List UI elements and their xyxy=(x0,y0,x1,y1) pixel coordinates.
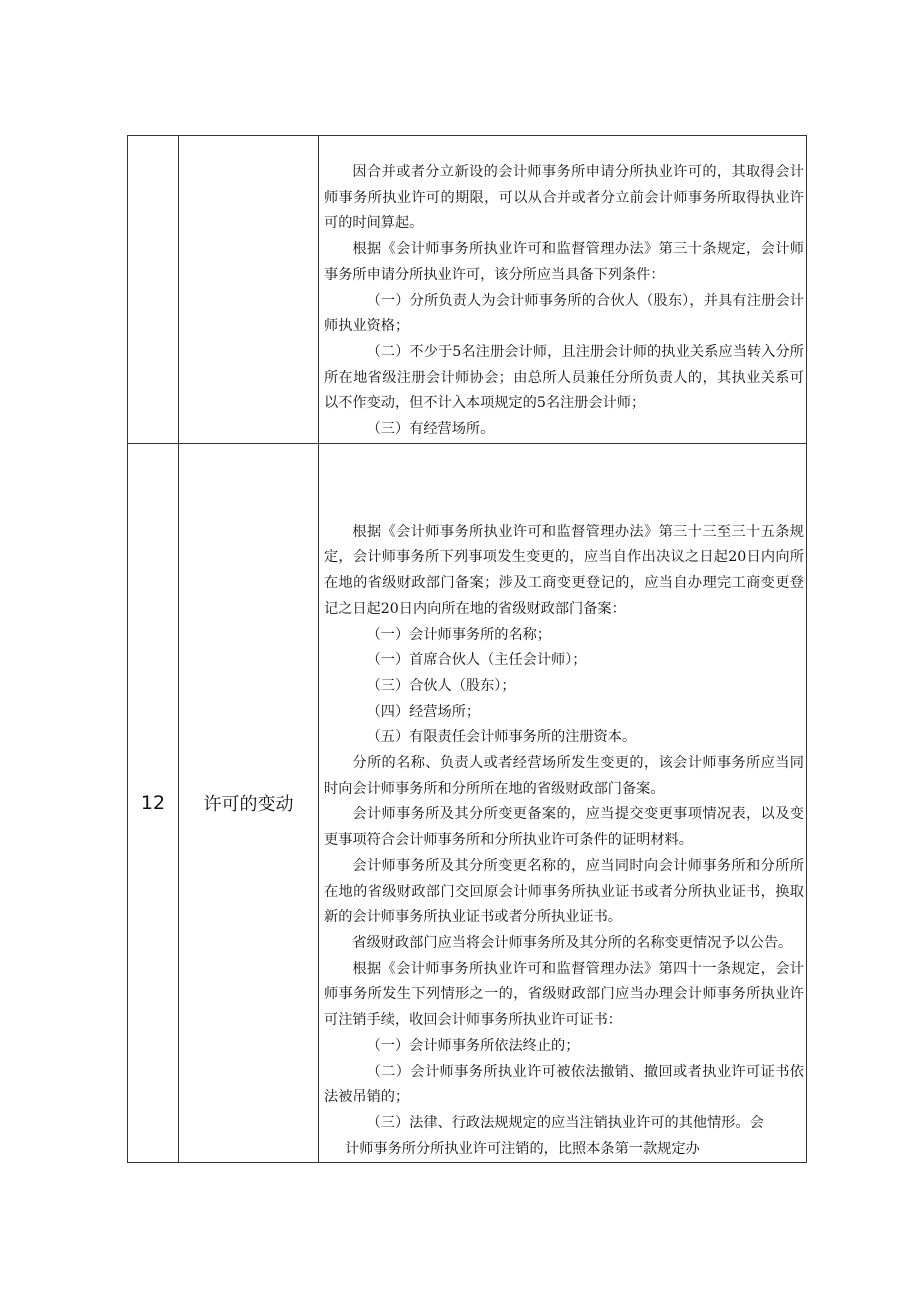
paragraph: 会计师事务所及其分所变更名称的，应当同时向会计师事务所和分所所在地的省级财政部门交回原会计师事务所执业证书或者分所执业证书，换取新的会计师事务所执业证书或者分所执业证书。 xyxy=(324,857,804,926)
paragraph: （一）会计师事务所依法终止的； xyxy=(366,1037,580,1054)
paragraph: 会计师事务所及其分所变更备案的，应当提交变更事项情况表，以及变更事项符合会计师事务所和分所执业许可条件的证明材料。 xyxy=(324,806,804,849)
paragraph: 根据《会计师事务所执业许可和监督管理办法》第四十一条规定，会计师事务所发生下列情形之一的，省级财政部门应当办理会计师事务所执业许可注销手续，收回会计师事务所执业许可证书： xyxy=(324,960,804,1029)
paragraph: （三）合伙人（股东）； xyxy=(366,677,516,694)
paragraph: （五）有限责任会计师事务所的注册资本。 xyxy=(366,729,637,746)
paragraph: （一）首席合伙人（主任会计师）； xyxy=(366,652,587,669)
paragraph: （三）有经营场所。 xyxy=(366,421,495,438)
paragraph: 计师事务所分所执业许可注销的，比照本条第一款规定办 xyxy=(345,1140,700,1157)
row-content-cell xyxy=(319,443,807,1163)
paragraph: （三）法律、行政法规规定的应当注销执业许可的其他情形。会 xyxy=(366,1114,764,1131)
paragraph: 因合并或者分立新设的会计师事务所申请分所执业许可的，其取得会计师事务所执业许可的期限，可以从合并或者分立前会计师事务所取得执业许可的时间算起。 xyxy=(324,164,804,232)
paragraph: 根据《会计师事务所执业许可和监督管理办法》第三十条规定，会计师事务所申请分所执业许可，该分所应当具备下列条件： xyxy=(324,241,804,283)
row-number-cell: 12 xyxy=(128,443,179,1163)
row-topic-cell: 许可的变动 xyxy=(179,443,319,1163)
paragraph: 分所的名称、负责人或者经营场所发生变更的，该会计师事务所应当同时向会计师事务所和分所所在地的省级财政部门备案。 xyxy=(324,755,804,797)
paragraph: （四）经营场所； xyxy=(366,703,481,720)
paragraph: （二）会计师事务所执业许可被依法撤销、撤回或者执业许可证书依法被吊销的； xyxy=(324,1063,804,1106)
paragraph: （一）会计师事务所的名称； xyxy=(366,626,552,643)
paragraph: 根据《会计师事务所执业许可和监督管理办法》第三十三至三十五条规定，会计师事务所下列事项发生变更的，应当自作出决议之日起20日内向所在地的省级财政部门备案；涉及工商变更登记的，应当自办理完工商变更登记之日起20日内向所在地的省级财政部门备案： xyxy=(324,523,804,617)
paragraph: 省级财政部门应当将会计师事务所及其分所的名称变更情况予以公告。 xyxy=(352,934,793,951)
row-content-cell xyxy=(319,136,807,444)
paragraph: （一）分所负责人为会计师事务所的合伙人（股东），并具有注册会计师执业资格； xyxy=(324,292,804,335)
row-number-cell xyxy=(128,136,179,444)
row-topic-cell xyxy=(179,136,319,444)
table-row xyxy=(128,443,807,1163)
paragraph: （二）不少于5名注册会计师，且注册会计师的执业关系应当转入分所所在地省级注册会计师协会；由总所人员兼任分所负责人的，其执业关系可以不作变动，但不计入本项规定的5名注册会计师； xyxy=(324,343,804,412)
table-row xyxy=(128,136,807,444)
license-table xyxy=(127,135,807,1163)
